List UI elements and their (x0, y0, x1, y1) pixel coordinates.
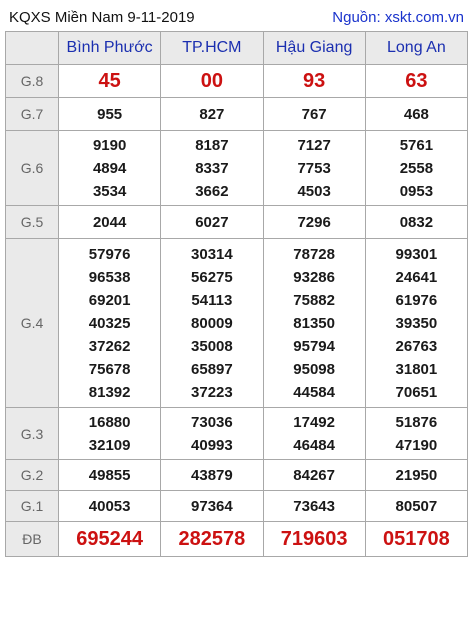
result-number: 468 (403, 105, 429, 123)
result-number: 96538 (88, 268, 131, 286)
result-cell (365, 65, 467, 98)
result-number: 24641 (395, 268, 438, 286)
result-number: 7296 (297, 213, 331, 231)
result-number: 32109 (88, 436, 131, 454)
result-cell (263, 522, 365, 557)
result-number: 2044 (92, 213, 127, 231)
result-number: 40053 (88, 497, 131, 515)
result-number: 695244 (76, 527, 143, 550)
result-cell (365, 98, 467, 131)
result-number: 767 (301, 105, 327, 123)
prize-row-g2 (6, 460, 468, 491)
result-number: 45 (98, 69, 121, 92)
result-cell (59, 239, 161, 408)
result-number: 5761 (399, 136, 434, 154)
result-number: 37223 (191, 383, 233, 401)
column-header-tphcm[interactable]: TP.HCM (161, 32, 263, 65)
result-number: 35008 (191, 337, 233, 355)
result-number: 95098 (293, 360, 335, 378)
result-cell (365, 206, 467, 239)
prize-row-g7 (6, 98, 468, 131)
result-number: 282578 (178, 527, 246, 550)
result-number: 57976 (88, 245, 131, 263)
result-number: 75882 (293, 291, 335, 309)
result-cell (161, 65, 263, 98)
result-number: 46484 (293, 436, 335, 454)
prize-row-g8 (6, 65, 468, 98)
result-number: 7127 (297, 136, 331, 154)
result-cell (59, 408, 161, 460)
prize-row-g6 (6, 131, 468, 206)
result-number: 31801 (395, 360, 438, 378)
prize-label: G.7 (6, 98, 59, 131)
result-number: 80009 (191, 314, 233, 332)
result-cell (161, 206, 263, 239)
result-cell (161, 522, 263, 557)
result-number: 827 (199, 105, 225, 123)
result-number: 81392 (88, 383, 131, 401)
prize-label: ĐB (6, 522, 59, 557)
result-cell (365, 239, 467, 408)
table-header-row (6, 32, 468, 65)
result-cell (161, 131, 263, 206)
result-number: 73643 (293, 497, 335, 515)
result-cell (263, 491, 365, 522)
result-cell (365, 460, 467, 491)
prize-row-g5 (6, 206, 468, 239)
prize-label: G.6 (6, 131, 59, 206)
result-number: 78728 (293, 245, 335, 263)
result-number: 955 (97, 105, 123, 123)
result-number: 95794 (293, 337, 335, 355)
prize-row-g4 (6, 239, 468, 408)
column-header-binh-phuoc[interactable]: Bình Phước (59, 32, 161, 65)
result-number: 26763 (395, 337, 438, 355)
result-number: 051708 (383, 527, 450, 550)
result-number: 43879 (191, 466, 233, 484)
result-cell (263, 98, 365, 131)
results-table (5, 31, 468, 557)
result-number: 16880 (88, 413, 131, 431)
page-title: KQXS Miền Nam 9-11-2019 (9, 8, 195, 26)
result-number: 99301 (395, 245, 438, 263)
result-number: 8337 (195, 159, 229, 177)
prize-row-g1 (6, 491, 468, 522)
result-cell (161, 460, 263, 491)
result-cell (161, 239, 263, 408)
result-number: 93 (303, 69, 326, 92)
result-number: 75678 (88, 360, 131, 378)
result-number: 39350 (395, 314, 438, 332)
result-number: 56275 (191, 268, 233, 286)
result-number: 44584 (293, 383, 335, 401)
result-number: 73036 (191, 413, 233, 431)
result-number: 4503 (297, 182, 331, 200)
result-cell (161, 98, 263, 131)
result-number: 3662 (195, 182, 229, 200)
result-number: 0832 (399, 213, 434, 231)
result-cell (365, 522, 467, 557)
result-cell (59, 522, 161, 557)
result-number: 37262 (88, 337, 131, 355)
prize-label: G.2 (6, 460, 59, 491)
result-number: 80507 (395, 497, 438, 515)
result-number: 0953 (399, 182, 434, 200)
result-cell (59, 131, 161, 206)
result-cell (263, 131, 365, 206)
result-number: 7753 (297, 159, 331, 177)
result-number: 40993 (191, 436, 233, 454)
result-number: 81350 (293, 314, 335, 332)
result-number: 21950 (395, 466, 438, 484)
result-number: 54113 (191, 291, 233, 309)
result-cell (263, 206, 365, 239)
result-cell (365, 491, 467, 522)
prize-label: G.5 (6, 206, 59, 239)
result-number: 6027 (195, 213, 229, 231)
result-number: 9190 (92, 136, 127, 154)
result-cell (365, 131, 467, 206)
result-cell (161, 491, 263, 522)
result-number: 40325 (88, 314, 131, 332)
result-number: 51876 (395, 413, 438, 431)
result-number: 3534 (92, 182, 127, 200)
result-cell (263, 239, 365, 408)
result-number: 97364 (191, 497, 233, 515)
prize-row-g3 (6, 408, 468, 460)
result-number: 70651 (395, 383, 438, 401)
result-number: 8187 (195, 136, 229, 154)
result-number: 65897 (191, 360, 233, 378)
prize-row-special (6, 522, 468, 557)
column-header-hau-giang[interactable]: Hậu Giang (263, 32, 365, 65)
result-cell (59, 491, 161, 522)
result-cell (59, 98, 161, 131)
prize-label: G.1 (6, 491, 59, 522)
result-cell (365, 408, 467, 460)
result-cell (263, 65, 365, 98)
column-header-long-an[interactable]: Long An (365, 32, 467, 65)
result-cell (263, 460, 365, 491)
result-cell (161, 408, 263, 460)
header-corner (6, 32, 59, 65)
result-number: 17492 (293, 413, 335, 431)
result-number: 4894 (92, 159, 127, 177)
result-number: 00 (200, 69, 223, 92)
result-cell (59, 206, 161, 239)
prize-label: G.3 (6, 408, 59, 460)
result-number: 69201 (88, 291, 131, 309)
result-number: 49855 (88, 466, 131, 484)
prize-label: G.8 (6, 65, 59, 98)
result-cell (59, 65, 161, 98)
result-number: 47190 (395, 436, 438, 454)
result-cell (59, 460, 161, 491)
result-number: 719603 (280, 527, 348, 550)
title-bar (5, 3, 468, 31)
result-cell (263, 408, 365, 460)
source-link[interactable]: Nguồn: xskt.com.vn (332, 8, 464, 26)
prize-label: G.4 (6, 239, 59, 408)
result-number: 63 (405, 69, 428, 92)
result-number: 30314 (191, 245, 233, 263)
results-panel (5, 3, 468, 557)
result-number: 61976 (395, 291, 438, 309)
result-number: 2558 (399, 159, 434, 177)
result-number: 84267 (293, 466, 335, 484)
result-number: 93286 (293, 268, 335, 286)
